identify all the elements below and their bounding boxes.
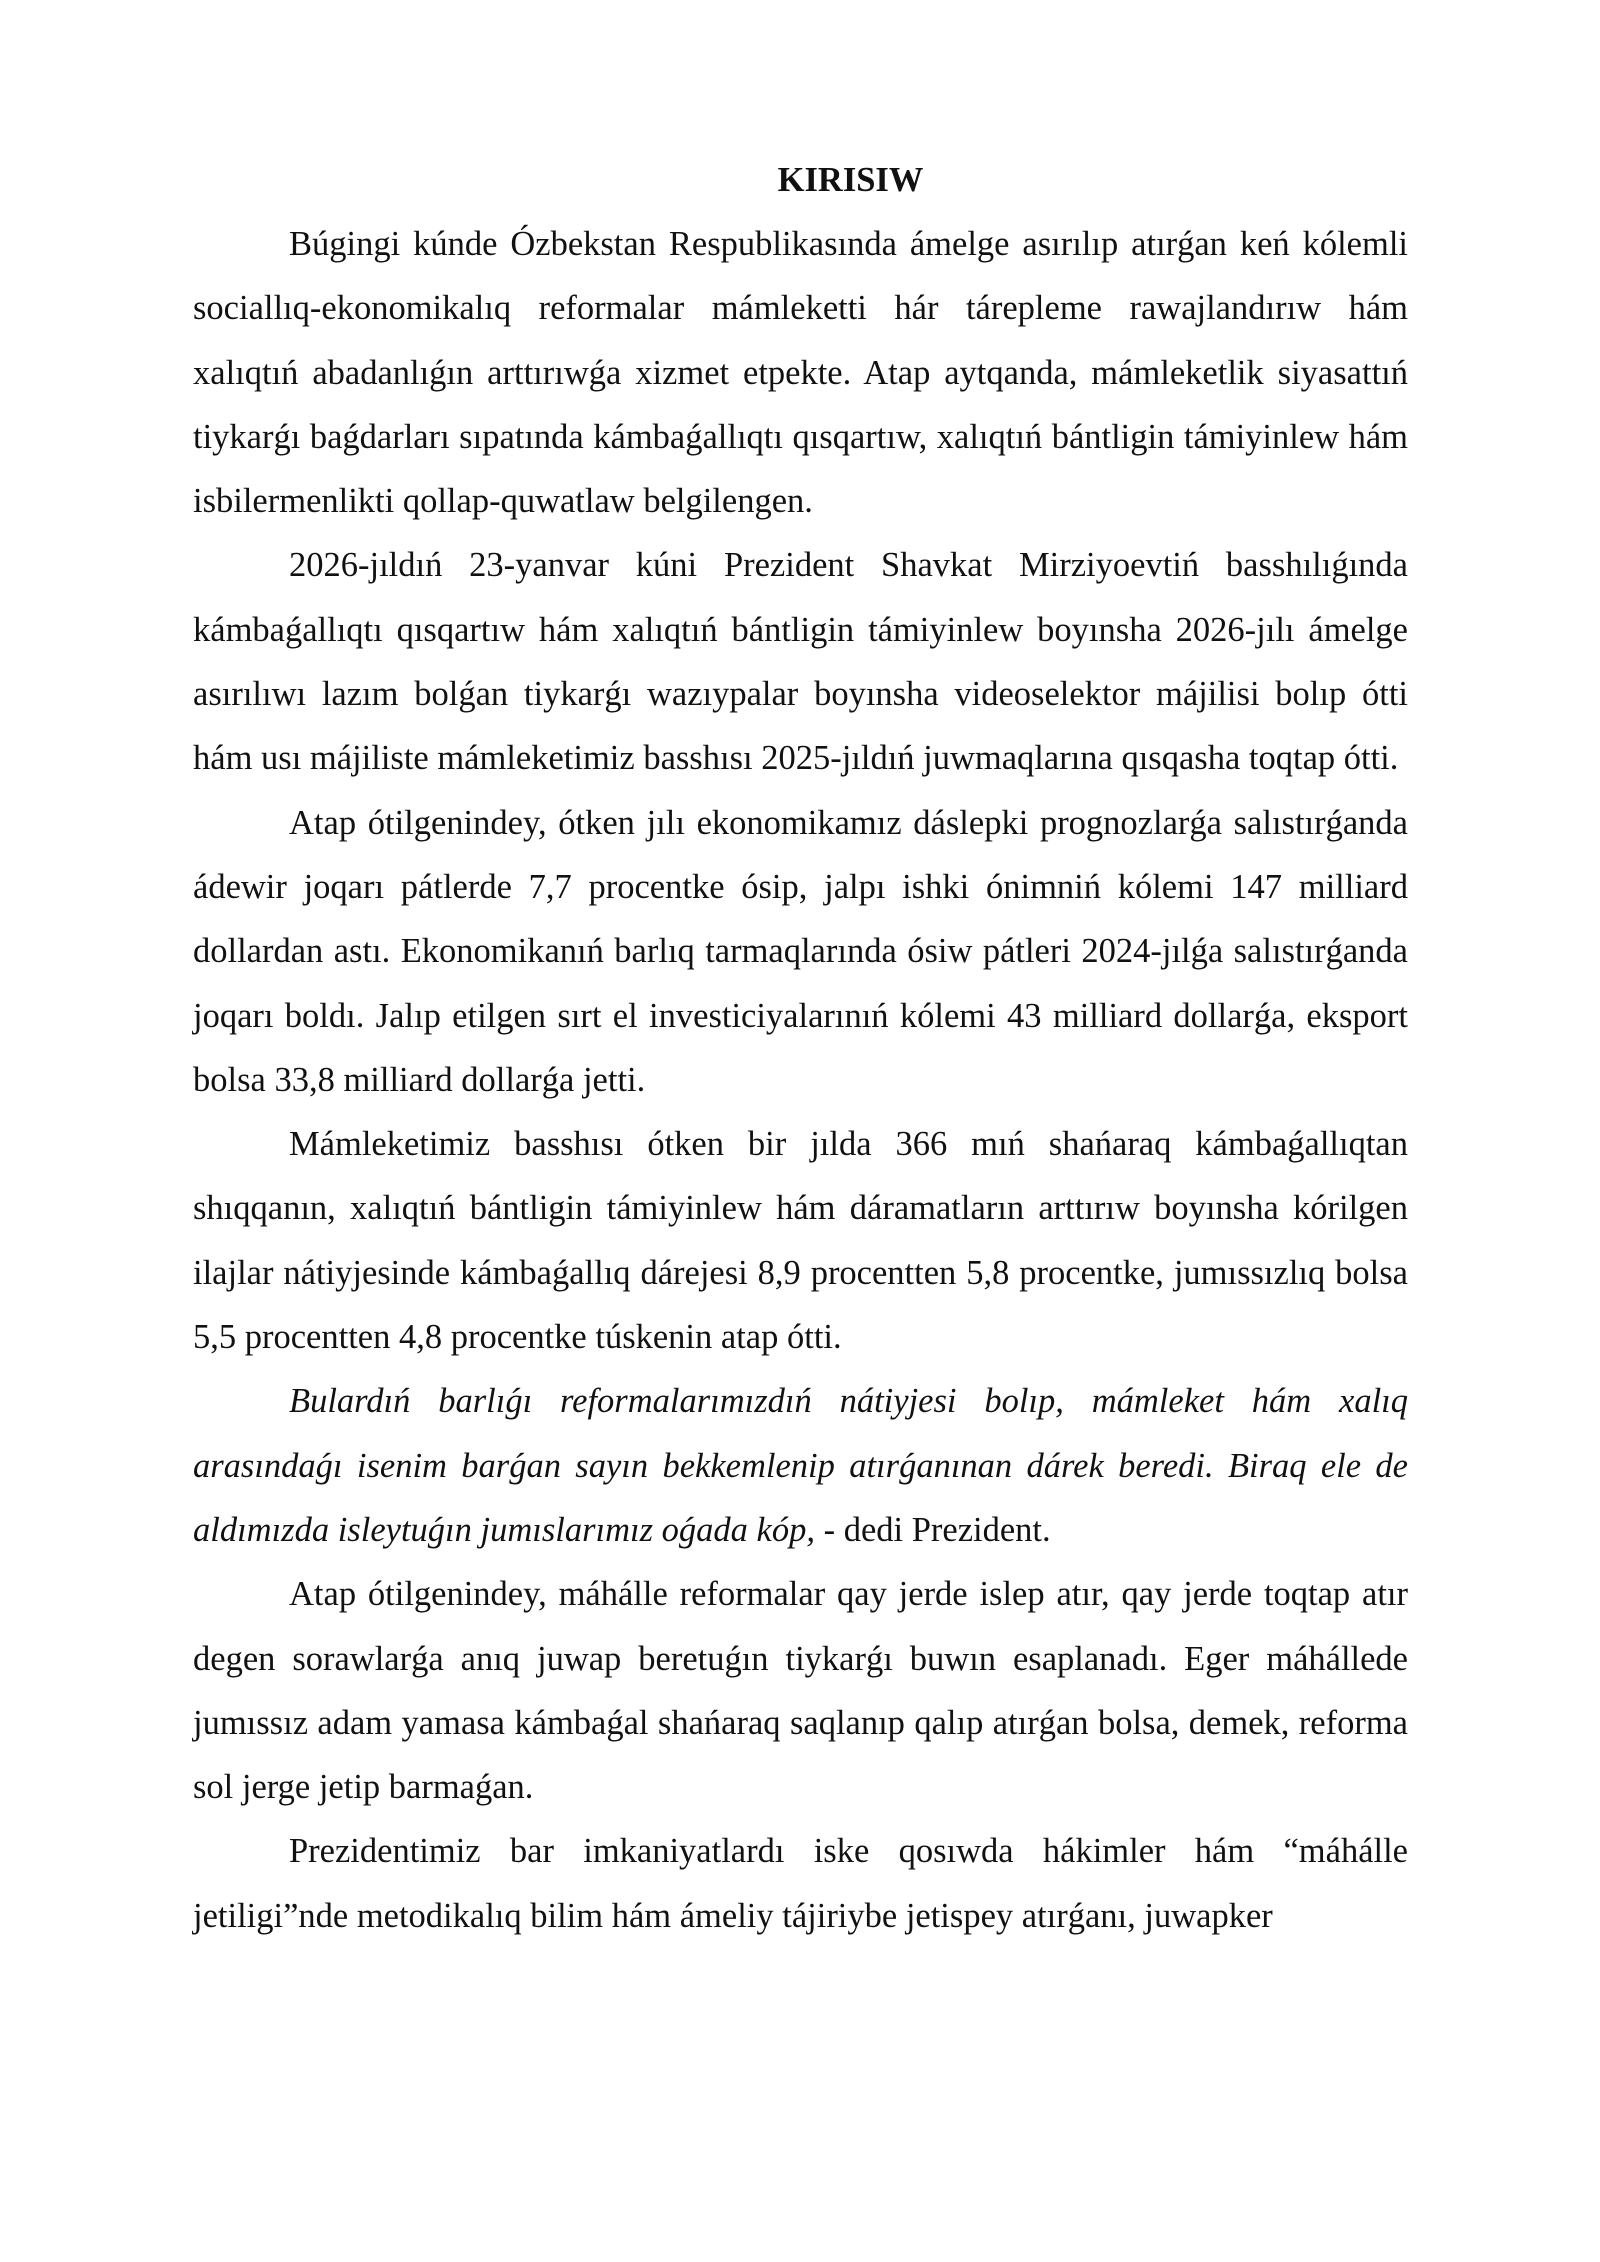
paragraph: Atap ótilgenindey, ótken jılı ekonomikamız dáslepki prognozlarǵa salıstırǵanda ádewir joqarı pátlerde 7,7 procentke ósip, jalpı ishki ónimniń kólemi 147 milliard dollardan astı. Ekonomikanıń barlıq tarmaqlarında ósiw pátleri 2024-jılǵa salıstırǵanda joqarı boldı. Jalıp etilgen sırt el investiciyalarınıń kólemi 43 milliard dollarǵa, eksport bolsa 33,8 milliard dollarǵa jetti. <box>193 803 1408 1099</box>
quote-italic-text: Bulardıń barlıǵı reformalarımızdıń nátiyjesi bolıp, mámleket hám xalıq arasındaǵı isenim barǵan sayın bekkemlenip atırǵanınan dárek beredi. Biraq ele de aldımızda isleytuǵın jumıslarımız oǵada kóp, <box>193 1382 1408 1549</box>
paragraph: 2026-jıldıń 23-yanvar kúni Prezident Shavkat Mirziyoevtiń basshılıǵında kámbaǵallıqtı qısqartıw hám xalıqtıń bántligin támiyinlew boyınsha 2026-jılı ámelge asırılıwı lazım bolǵan tiykarǵı wazıypalar boyınsha videoselektor májilisi bolıp ótti hám usı májiliste mámleketimiz basshısı 2025-jıldıń juwmaqlarına qısqasha toqtap ótti. <box>193 546 1408 778</box>
document-title: KIRISIW <box>777 161 924 199</box>
paragraph: Atap ótilgenindey, máhálle reformalar qay jerde islep atır, qay jerde toqtap atır degen sorawlarǵa anıq juwap beretuǵın tiykarǵı buwın esaplanadı. Eger máhállede jumıssız adam yamasa kámbaǵal shańaraq saqlanıp qalıp atırǵan bolsa, demek, reforma sol jerge jetip barmaǵan. <box>193 1575 1408 1807</box>
document-body <box>193 148 1408 1948</box>
quote-paragraph <box>193 1369 1408 1562</box>
paragraph: Mámleketimiz basshısı ótken bir jılda 366 mıń shańaraq kámbaǵallıqtan shıqqanın, xalıqtıń bántligin támiyinlew hám dáramatların arttırıw boyınsha kórilgen ilajlar nátiyjesinde kámbaǵallıq dárejesi 8,9 procentten 5,8 procentke, jumıssızlıq bolsa 5,5 procentten 4,8 procentke túskenin atap ótti. <box>193 1125 1408 1357</box>
quote-attribution: - dedi Prezident. <box>814 1510 1051 1549</box>
paragraph: Búgingi kúnde Ózbekstan Respublikasında ámelge asırılıp atırǵan keń kólemli sociallıq-ekonomikalıq reformalar mámleketti hár tárepleme rawajlandırıw hám xalıqtıń abadanlıǵın arttırıwǵa xizmet etpekte. Atap aytqanda, mámleketlik siyasattıń tiykarǵı baǵdarları sıpatında kámbaǵallıqtı qısqartıw, xalıqtıń bántligin támiyinlew hám isbilermenlikti qollap-quwatlaw belgilengen. <box>193 225 1408 521</box>
paragraph: Prezidentimiz bar imkaniyatlardı iske qosıwda hákimler hám “máhálle jetiligi”nde metodikalıq bilim hám ámeliy tájiriybe jetispey atırǵanı, juwapker <box>193 1832 1408 1935</box>
